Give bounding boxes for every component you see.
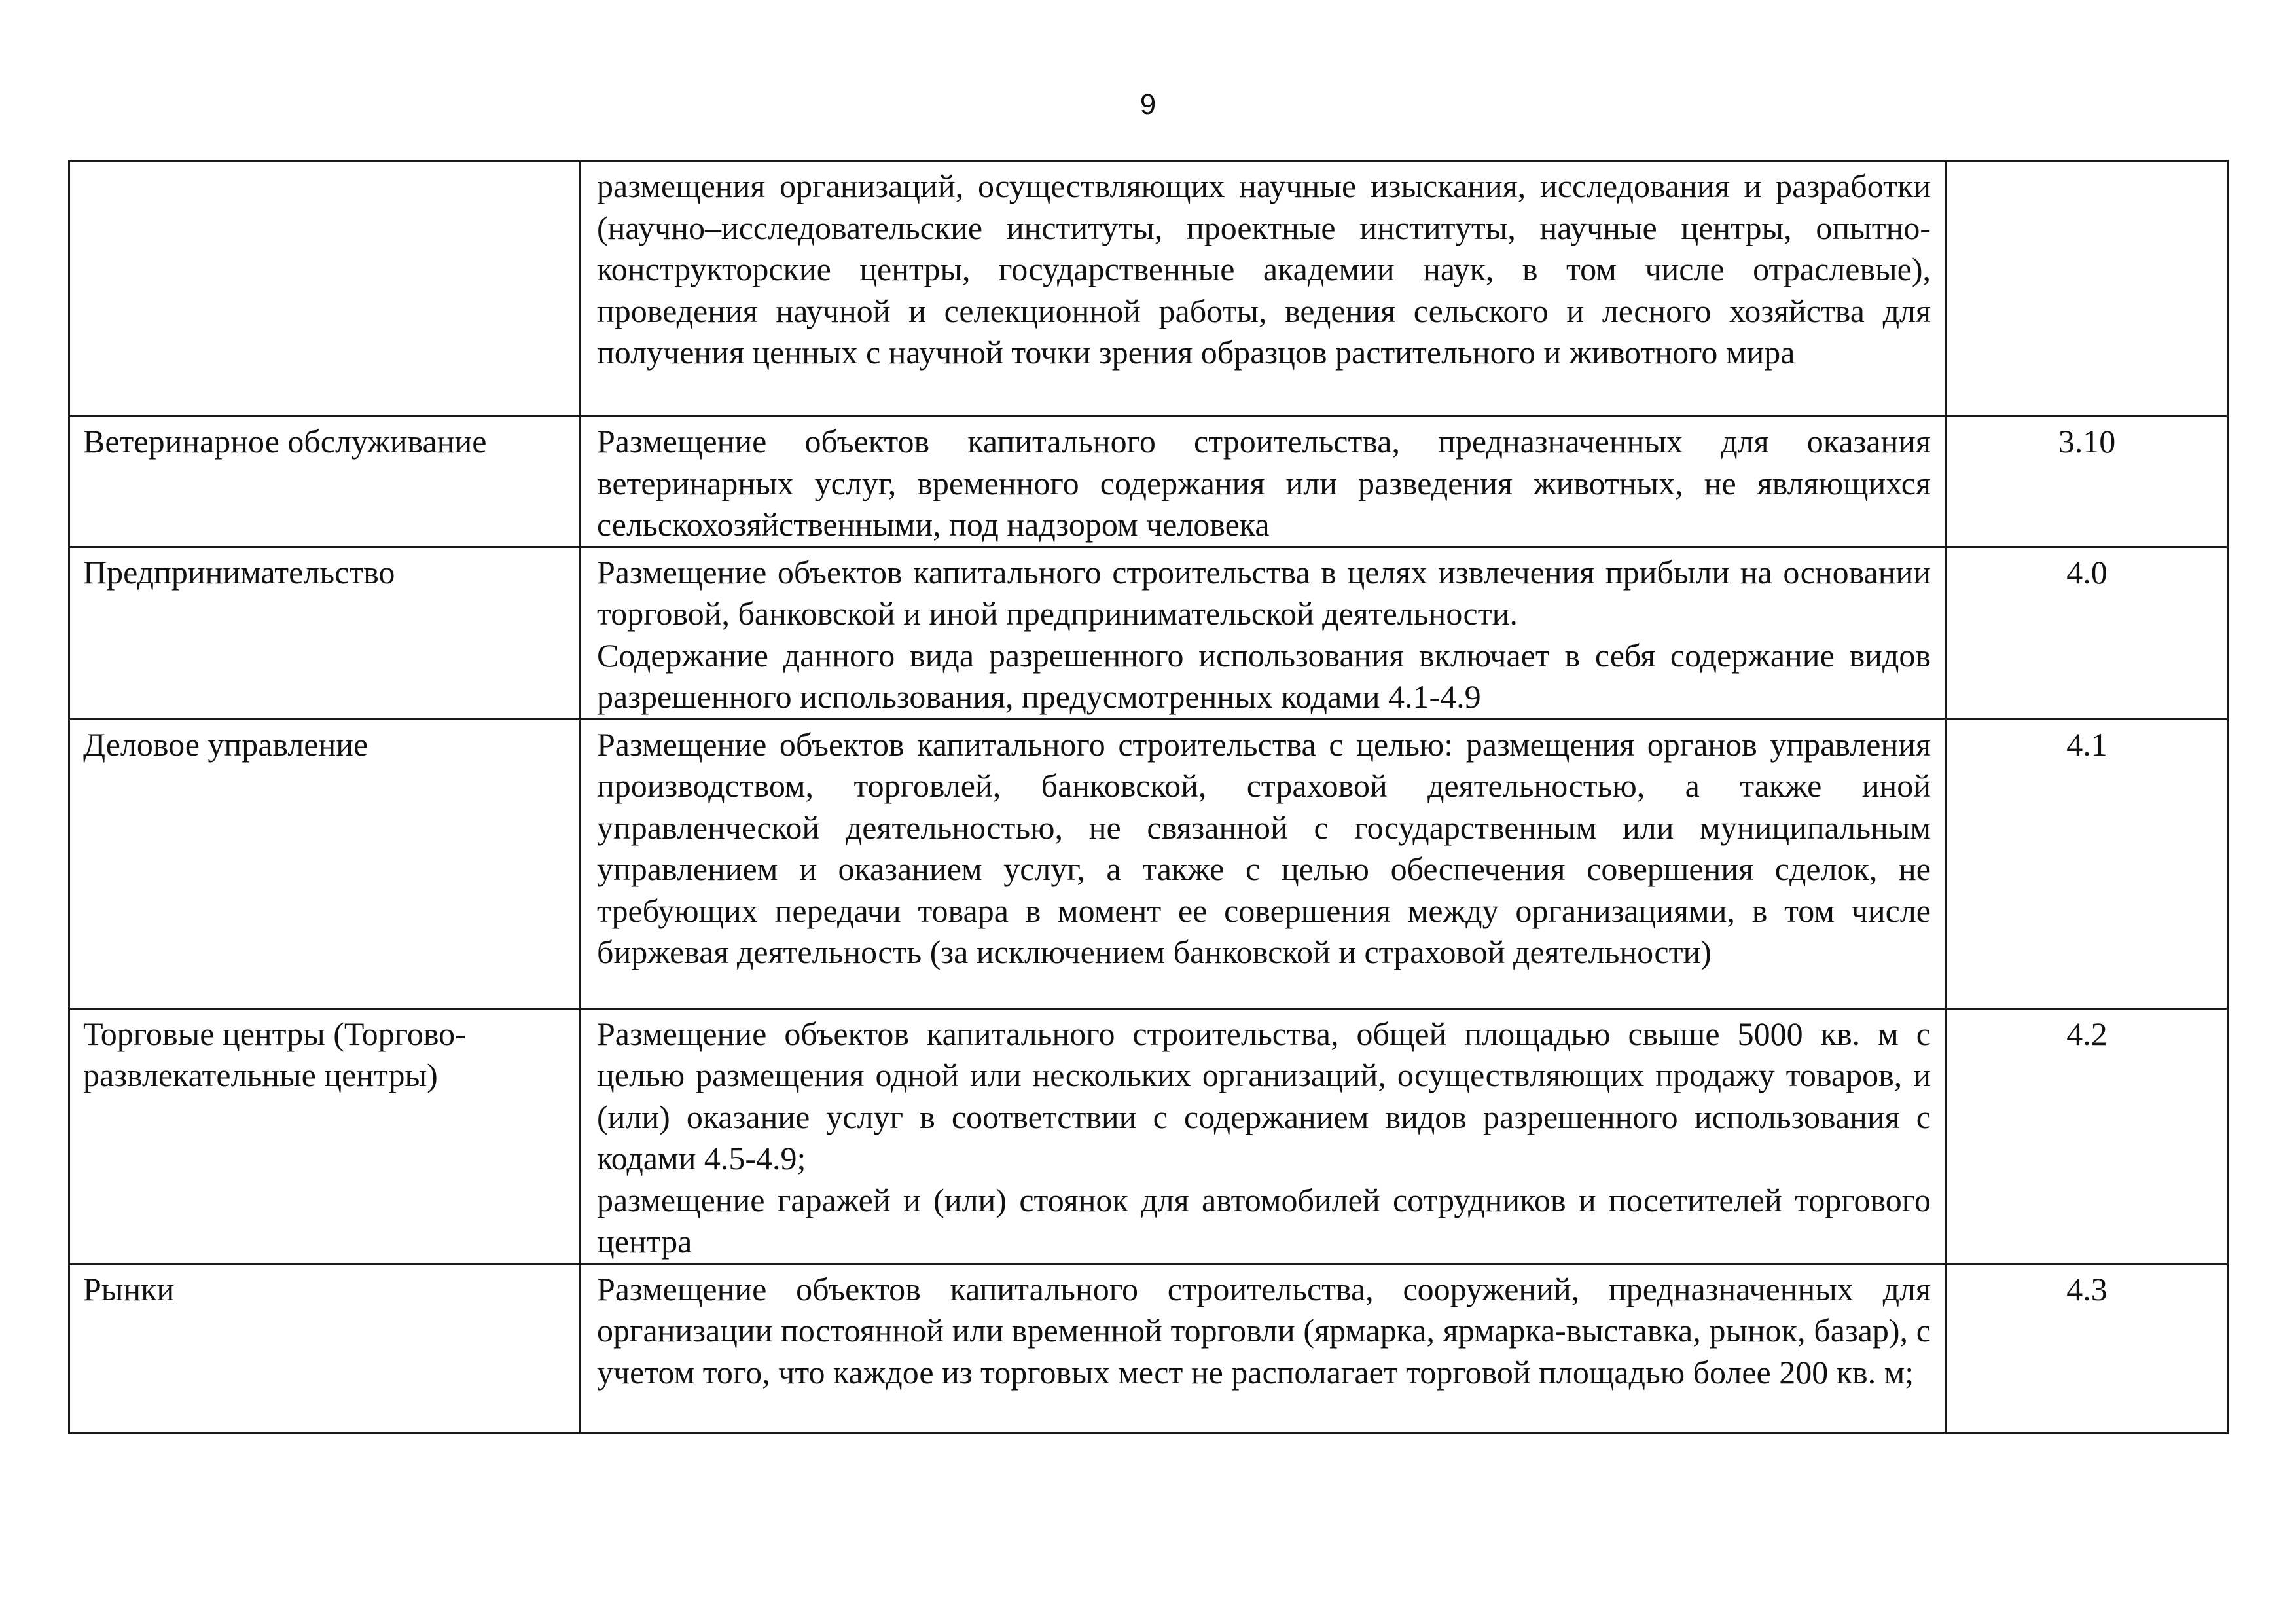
use-name-cell: Торговые центры (Торгово-развлекательные центры) [69, 1008, 581, 1264]
table-row [69, 161, 2228, 416]
description-paragraph: Размещение объектов капитального строительства с целью: размещения органов управления производством, торговлей, банковской, страховой деятельностью, а также иной управленческой деятельностью, не связанной с государственным или муниципальным управлением и оказанием услуг, а также с целью обеспечения совершения сделок, не требующих передачи товара в момент ее совершения между организациями, в том числе биржевая деятельность (за исключением банковской и страховой деятельности) [597, 725, 1931, 970]
description-paragraph: размещение гаражей и (или) стоянок для автомобилей сотрудников и посетителей торгового центра [597, 1181, 1931, 1260]
use-description-cell [581, 719, 1946, 1008]
description-paragraph: размещения организаций, осуществляющих научные изыскания, исследования и разработки (научно–исследовательские институты, проектные институты, научные центры, опытно-конструкторские центры, государственные академии наук, в том числе отраслевые), проведения научной и селекционной работы, ведения сельского и лесного хозяйства для получения ценных с научной точки зрения образцов растительного и животного мира [597, 168, 1931, 371]
description-paragraph: Размещение объектов капитального строительства в целях извлечения прибыли на основании торговой, банковской и иной предпринимательской деятельности. [597, 553, 1931, 632]
use-code-cell: 3.10 [1946, 416, 2228, 547]
use-name-cell: Рынки [69, 1264, 581, 1433]
use-name-cell: Деловое управление [69, 719, 581, 1008]
table-row [69, 719, 2228, 1008]
table-row [69, 416, 2228, 547]
description-paragraph: Размещение объектов капитального строительства, предназначенных для оказания ветеринарных услуг, временного содержания или разведения животных, не являющихся сельскохозяйственными, под надзором человека [597, 423, 1931, 543]
description-paragraph: Размещение объектов капитального строительства, сооружений, предназначенных для организации постоянной или временной торговли (ярмарка, ярмарка-выставка, рынок, базар), с учетом того, что каждое из торговых мест не располагает торговой площадью более 200 кв. м; [597, 1270, 1931, 1391]
use-code-cell: 4.0 [1946, 547, 2228, 719]
use-code-cell: 4.3 [1946, 1264, 2228, 1433]
use-code-cell: 4.2 [1946, 1008, 2228, 1264]
description-paragraph: Размещение объектов капитального строительства, общей площадью свыше 5000 кв. м с целью размещения одной или нескольких организаций, осуществляющих продажу товаров, и (или) оказание услуг в соответствии с содержанием видов разрешенного использования с кодами 4.5-4.9; [597, 1015, 1931, 1176]
use-name-cell: Ветеринарное обслуживание [69, 416, 581, 547]
use-description-cell [581, 1008, 1946, 1264]
use-name-cell [69, 161, 581, 416]
page-number: 9 [1139, 88, 1157, 120]
description-paragraph: Содержание данного вида разрешенного использования включает в себя содержание видов разрешенного использования, предусмотренных кодами 4.1-4.9 [597, 636, 1931, 715]
use-code-cell [1946, 161, 2228, 416]
table-row [69, 1264, 2228, 1433]
use-description-cell [581, 547, 1946, 719]
use-description-cell [581, 161, 1946, 416]
table-row [69, 1008, 2228, 1264]
use-description-cell [581, 1264, 1946, 1433]
use-name-cell: Предпринимательство [69, 547, 581, 719]
table-row [69, 547, 2228, 719]
use-description-cell [581, 416, 1946, 547]
use-code-cell: 4.1 [1946, 719, 2228, 1008]
land-use-table [68, 160, 2229, 1434]
